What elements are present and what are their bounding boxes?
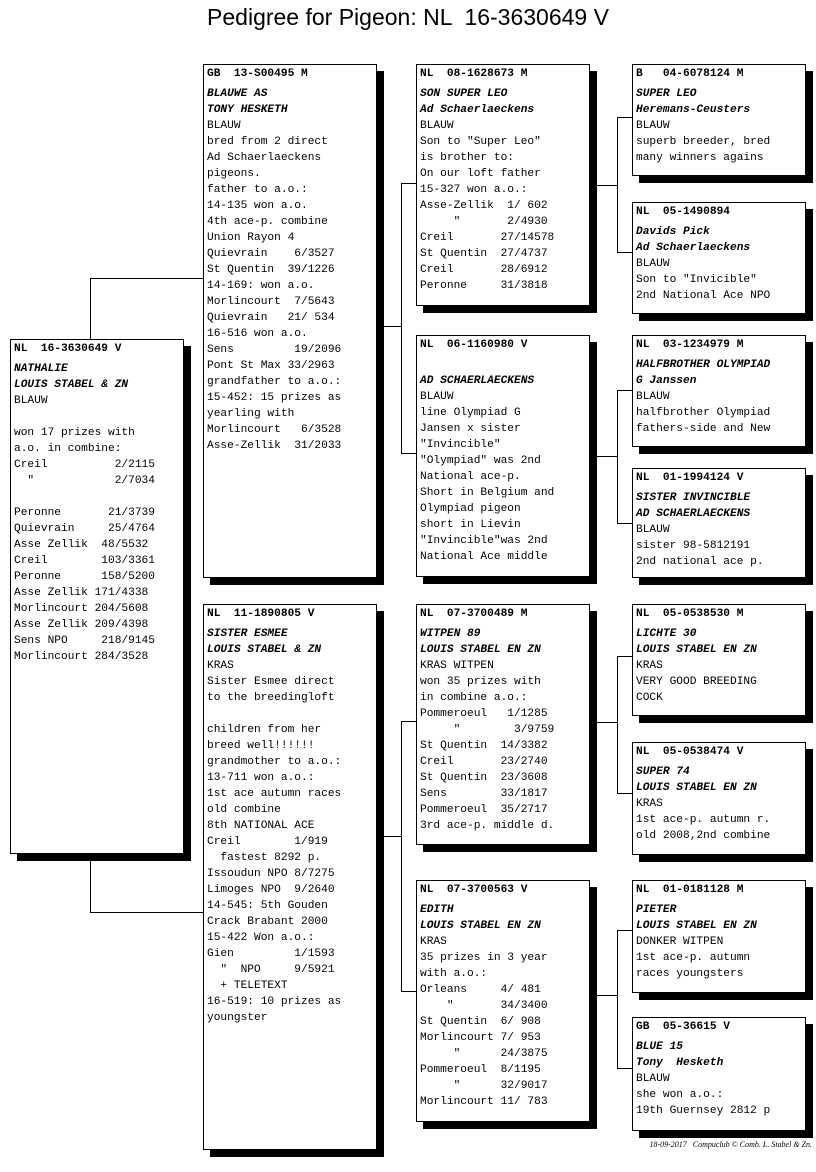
pigeon-owner: LOUIS STABEL EN ZN — [636, 644, 757, 656]
connector-line — [597, 456, 617, 457]
pigeon-owner: AD SCHAERLAECKENS — [420, 375, 535, 387]
pigeon-info-line: won 35 prizes with — [420, 676, 541, 688]
connector-line — [597, 995, 617, 996]
pigeon-info-line: "Invincible" — [420, 439, 501, 451]
pigeon-owner: LOUIS STABEL EN ZN — [636, 782, 757, 794]
pigeon-info-line: St Quentin 6/ 908 — [420, 1016, 541, 1028]
pigeon-info-line: Ad Schaerlaeckens — [207, 152, 322, 164]
pigeon-name: HALFBROTHER OLYMPIAD — [636, 359, 771, 371]
pigeon-info-line: St Quentin 14/3382 — [420, 740, 548, 752]
pigeon-info-line: superb breeder, bred — [636, 136, 771, 148]
pigeon-owner: Ad Schaerlaeckens — [420, 104, 535, 116]
pigeon-info-line: 35 prizes in 3 year — [420, 952, 548, 964]
pigeon-card-fmm — [632, 468, 806, 578]
pigeon-ring-number: NL 05-0538474 V — [636, 746, 744, 758]
connector-line — [617, 930, 632, 931]
pigeon-info-line: " 32/9017 — [420, 1080, 548, 1092]
pigeon-info-line: Sens 33/1817 — [420, 788, 548, 800]
pigeon-info-line: breed well!!!!!! — [207, 740, 315, 752]
pigeon-info-line: DONKER WITPEN — [636, 936, 724, 948]
pigeon-info-line: 15-452: 15 prizes as — [207, 392, 342, 404]
pigeon-card-fff — [632, 64, 806, 176]
pigeon-owner: LOUIS STABEL EN ZN — [420, 644, 541, 656]
pigeon-card-mfm — [632, 742, 806, 855]
pigeon-info-line: Son to "Super Leo" — [420, 136, 541, 148]
pigeon-card-subject — [10, 339, 184, 854]
pigeon-info-line: Creil 2/2115 — [14, 459, 155, 471]
pigeon-info-line: On our loft father — [420, 168, 541, 180]
footer-copyright: Compuclub © Comb. L. Stabel & Zn. — [692, 1140, 812, 1149]
pigeon-info-line: Issoudun NPO 8/7275 — [207, 868, 335, 880]
pigeon-name: LICHTE 30 — [636, 628, 697, 640]
pigeon-info-line: is brother to: — [420, 152, 514, 164]
pigeon-info-line: Orleans 4/ 481 — [420, 984, 541, 996]
pigeon-name: SUPER 74 — [636, 766, 690, 778]
pigeon-info-line: St Quentin 39/1226 — [207, 264, 335, 276]
pigeon-info-line: Morlincourt 284/3528 — [14, 651, 149, 663]
pigeon-name: NATHALIE — [14, 363, 68, 375]
pigeon-info-line: Sister Esmee direct — [207, 676, 335, 688]
pigeon-info-line: 14-169: won a.o. — [207, 280, 315, 292]
pigeon-info-line: Gien 1/1593 — [207, 948, 335, 960]
pigeon-info-line: 1st ace-p. autumn — [636, 952, 751, 964]
pigeon-ring-number: NL 01-0181128 M — [636, 884, 744, 896]
pigeon-info-line: Creil 28/6912 — [420, 264, 548, 276]
pigeon-info-line: 14-545: 5th Gouden — [207, 900, 328, 912]
connector-line — [617, 793, 632, 794]
pigeon-info-line: Quievrain 21/ 534 — [207, 312, 335, 324]
pigeon-info-line: KRAS WITPEN — [420, 660, 494, 672]
connector-line — [597, 185, 617, 186]
pigeon-name: BLUE 15 — [636, 1041, 683, 1053]
pigeon-info-line: BLAUW — [636, 258, 670, 270]
connector-line — [617, 1068, 632, 1069]
pigeon-info-line: Asse-Zellik 1/ 602 — [420, 200, 548, 212]
pigeon-info-line: in combine a.o.: — [420, 692, 528, 704]
pigeon-info-line: + TELETEXT — [207, 980, 288, 992]
pigeon-info-line: 4th ace-p. combine — [207, 216, 328, 228]
connector-line — [401, 183, 417, 184]
pigeon-card-fm — [416, 335, 590, 577]
pigeon-owner: Tony Hesketh — [636, 1057, 724, 1069]
pigeon-info-line: Pommeroeul 8/1195 — [420, 1064, 541, 1076]
connector-line — [617, 390, 618, 523]
pigeon-info-line: KRAS — [207, 660, 234, 672]
pigeon-info-line: Morlincourt 204/5608 — [14, 603, 149, 615]
pigeon-info-line: races youngsters — [636, 968, 744, 980]
pigeon-info-line: Sens 19/2096 — [207, 344, 342, 356]
pigeon-name: WITPEN 89 — [420, 628, 481, 640]
connector-line — [401, 183, 402, 453]
pigeon-info-line: 16-516 won a.o. — [207, 328, 308, 340]
pigeon-owner: Ad Schaerlaeckens — [636, 242, 751, 254]
pigeon-info-line: Creil 1/919 — [207, 836, 328, 848]
pigeon-info-line: fathers-side and New — [636, 423, 771, 435]
pigeon-info-line: Asse-Zellik 31/2033 — [207, 440, 342, 452]
pigeon-info-line: BLAUW — [636, 391, 670, 403]
pigeon-info-line: BLAUW — [420, 391, 454, 403]
pigeon-info-line: old 2008,2nd combine — [636, 830, 771, 842]
pigeon-info-line: BLAUW — [420, 120, 454, 132]
pigeon-info-line: Asse Zellik 209/4398 — [14, 619, 149, 631]
pigeon-info-line: " 24/3875 — [420, 1048, 548, 1060]
pigeon-info-line: with a.o.: — [420, 968, 488, 980]
pigeon-card-mmf — [632, 880, 806, 993]
pigeon-info-line: 15-327 won a.o.: — [420, 184, 528, 196]
pigeon-card-ffm — [632, 202, 806, 314]
pigeon-info-line: Asse Zellik 171/4338 — [14, 587, 149, 599]
pigeon-ring-number: GB 05-36615 V — [636, 1021, 730, 1033]
pigeon-name: PIETER — [636, 904, 677, 916]
pigeon-info-line: " 2/4930 — [420, 216, 548, 228]
pigeon-info-line: Peronne 21/3739 — [14, 507, 155, 519]
pigeon-info-line: BLAUW — [636, 120, 670, 132]
pigeon-info-line: KRAS — [636, 660, 663, 672]
pigeon-info-line: father to a.o.: — [207, 184, 308, 196]
connector-line — [90, 860, 91, 912]
pigeon-info-line: Jansen x sister — [420, 423, 521, 435]
pigeon-info-line: Asse Zellik 48/5532 — [14, 539, 149, 551]
pigeon-info-line: a.o. in combine: — [14, 443, 122, 455]
connector-line — [617, 656, 632, 657]
pigeon-info-line: Peronne 158/5200 — [14, 571, 155, 583]
pigeon-info-line: 2nd National Ace NPO — [636, 290, 771, 302]
pigeon-info-line: VERY GOOD BREEDING — [636, 676, 757, 688]
pigeon-info-line: BLAUW — [636, 524, 670, 536]
connector-line — [401, 721, 402, 991]
pigeon-info-line: Peronne 31/3818 — [420, 280, 548, 292]
pigeon-info-line: "Invincible"was 2nd — [420, 535, 548, 547]
pigeon-info-line: Pommeroeul 1/1285 — [420, 708, 548, 720]
pigeon-info-line: 2nd national ace p. — [636, 556, 764, 568]
pigeon-info-line: COCK — [636, 692, 663, 704]
pigeon-info-line: BLAUW — [207, 120, 241, 132]
pigeon-info-line: St Quentin 27/4737 — [420, 248, 548, 260]
pigeon-owner: AD SCHAERLAECKENS — [636, 508, 751, 520]
pigeon-info-line: Olympiad pigeon — [420, 503, 521, 515]
pigeon-info-line: 14-135 won a.o. — [207, 200, 308, 212]
pigeon-ring-number: NL 05-0538530 M — [636, 608, 744, 620]
page-title: Pedigree for Pigeon: NL 16-3630649 V — [207, 4, 609, 30]
pigeon-info-line: National ace-p. — [420, 471, 521, 483]
pigeon-info-line: children from her — [207, 724, 322, 736]
pigeon-info-line: Morlincourt 7/ 953 — [420, 1032, 541, 1044]
pigeon-info-line: " 34/3400 — [420, 1000, 548, 1012]
connector-line — [401, 991, 417, 992]
pigeon-info-line: grandmother to a.o.: — [207, 756, 342, 768]
connector-line — [617, 523, 632, 524]
pigeon-ring-number: NL 06-1160980 V — [420, 339, 528, 351]
pigeon-info-line: Morlincourt 11/ 783 — [420, 1096, 548, 1108]
footer-date: 18-09-2017 — [649, 1140, 687, 1149]
pigeon-name: SUPER LEO — [636, 88, 697, 100]
pigeon-info-line: sister 98-5812191 — [636, 540, 751, 552]
pigeon-info-line: short in Lievin — [420, 519, 521, 531]
pigeon-owner: LOUIS STABEL & ZN — [14, 379, 129, 391]
pigeon-owner: LOUIS STABEL EN ZN — [420, 920, 541, 932]
pigeon-owner: LOUIS STABEL & ZN — [207, 644, 322, 656]
pigeon-ring-number: NL 08-1628673 M — [420, 68, 528, 80]
pigeon-info-line: Quievrain 25/4764 — [14, 523, 155, 535]
pigeon-info-line: bred from 2 direct — [207, 136, 328, 148]
pigeon-info-line: Limoges NPO 9/2640 — [207, 884, 335, 896]
pigeon-info-line: Pont St Max 33/2963 — [207, 360, 335, 372]
pigeon-card-fmf — [632, 335, 806, 447]
connector-line — [617, 656, 618, 793]
connector-line — [401, 721, 417, 722]
pigeon-card-mother — [203, 604, 377, 1150]
pigeon-owner: TONY HESKETH — [207, 104, 288, 116]
pigeon-info-line: "Olympiad" was 2nd — [420, 455, 541, 467]
pigeon-info-line: Pommeroeul 35/2717 — [420, 804, 548, 816]
pigeon-owner: LOUIS STABEL EN ZN — [636, 920, 757, 932]
pigeon-info-line: Morlincourt 6/3528 — [207, 424, 342, 436]
pigeon-info-line: Creil 103/3361 — [14, 555, 155, 567]
pigeon-info-line: Morlincourt 7/5643 — [207, 296, 335, 308]
pigeon-ring-number: NL 07-3700489 M — [420, 608, 528, 620]
pigeon-info-line: 1st ace autumn races — [207, 788, 342, 800]
connector-line — [617, 390, 632, 391]
pigeon-info-line: Son to "Invicible" — [636, 274, 757, 286]
pigeon-name: SISTER ESMEE — [207, 628, 288, 640]
pigeon-info-line: Crack Brabant 2000 — [207, 916, 328, 928]
pigeon-name: BLAUWE AS — [207, 88, 268, 100]
pigeon-info-line: fastest 8292 p. — [207, 852, 322, 864]
connector-line — [617, 117, 632, 118]
pigeon-info-line: 16-519: 10 prizes as — [207, 996, 342, 1008]
pigeon-info-line: Creil 23/2740 — [420, 756, 548, 768]
pigeon-ring-number: NL 07-3700563 V — [420, 884, 528, 896]
pigeon-info-line: KRAS — [420, 936, 447, 948]
pigeon-ring-number: GB 13-S00495 M — [207, 68, 308, 80]
pigeon-card-mm — [416, 880, 590, 1122]
pigeon-name — [420, 357, 586, 373]
footer — [649, 1140, 812, 1149]
pigeon-info-line: she won a.o.: — [636, 1089, 724, 1101]
pigeon-info-line: yearling with — [207, 408, 295, 420]
pigeon-info-line: BLAUW — [636, 1073, 670, 1085]
pigeon-card-ff — [416, 64, 590, 306]
pigeon-info-line: pigeons. — [207, 168, 261, 180]
pigeon-info-line: many winners agains — [636, 152, 764, 164]
pigeon-info-line: " 3/9759 — [420, 724, 555, 736]
pigeon-name: Davids Pick — [636, 226, 710, 238]
pigeon-info-line: 13-711 won a.o.: — [207, 772, 315, 784]
pigeon-ring-number: NL 11-1890805 V — [207, 608, 315, 620]
pigeon-info-line: Sens NPO 218/9145 — [14, 635, 155, 647]
pigeon-info-line: won 17 prizes with — [14, 427, 135, 439]
pigeon-ring-number: NL 05-1490894 — [636, 206, 730, 218]
pigeon-info-line: line Olympiad G — [420, 407, 521, 419]
pigeon-card-father — [203, 64, 377, 578]
pigeon-ring-number: NL 01-1994124 V — [636, 472, 744, 484]
pigeon-info-line: " 2/7034 — [14, 475, 155, 487]
pigeon-name: SON SUPER LEO — [420, 88, 508, 100]
pigeon-info-line: halfbrother Olympiad — [636, 407, 771, 419]
pigeon-name: EDITH — [420, 904, 454, 916]
connector-line — [617, 252, 632, 253]
pigeon-info-line: 8th NATIONAL ACE — [207, 820, 315, 832]
pigeon-info-line: " NPO 9/5921 — [207, 964, 335, 976]
pigeon-ring-number: NL 16-3630649 V — [14, 343, 122, 355]
pigeon-info-line: Creil 27/14578 — [420, 232, 555, 244]
connector-line — [384, 836, 401, 837]
pigeon-info-line: 3rd ace-p. middle d. — [420, 820, 555, 832]
pigeon-info-line: Short in Belgium and — [420, 487, 555, 499]
connector-line — [90, 278, 91, 340]
pigeon-ring-number: NL 03-1234979 M — [636, 339, 744, 351]
connector-line — [401, 453, 417, 454]
connector-line — [597, 722, 617, 723]
pigeon-card-mf — [416, 604, 590, 845]
pigeon-info-line: KRAS — [636, 798, 663, 810]
connector-line — [90, 278, 204, 279]
connector-line — [617, 930, 618, 1068]
pigeon-info-line: Union Rayon 4 — [207, 232, 295, 244]
pigeon-info-line: old combine — [207, 804, 281, 816]
pigeon-card-mmm — [632, 1017, 806, 1131]
pigeon-owner: Heremans-Ceusters — [636, 104, 751, 116]
connector-line — [384, 326, 401, 327]
pigeon-info-line: 15-422 Won a.o.: — [207, 932, 315, 944]
pigeon-info-line: St Quentin 23/3608 — [420, 772, 548, 784]
pigeon-info-line: 19th Guernsey 2812 p — [636, 1105, 771, 1117]
connector-line — [617, 117, 618, 252]
pigeon-name: SISTER INVINCIBLE — [636, 492, 751, 504]
pigeon-ring-number: B 04-6078124 M — [636, 68, 744, 80]
pigeon-info-line — [207, 706, 373, 722]
pigeon-info-line — [14, 489, 180, 505]
pigeon-owner: G Janssen — [636, 375, 697, 387]
pigeon-info-line: 1st ace-p. autumn r. — [636, 814, 771, 826]
pigeon-info-line: to the breedingloft — [207, 692, 335, 704]
connector-line — [90, 912, 204, 913]
pigeon-info-line: National Ace middle — [420, 551, 548, 563]
pigeon-info-line — [14, 409, 180, 425]
pigeon-card-mff — [632, 604, 806, 716]
pigeon-info-line: youngster — [207, 1012, 268, 1024]
pigeon-info-line: grandfather to a.o.: — [207, 376, 342, 388]
pigeon-info-line: BLAUW — [14, 395, 48, 407]
pigeon-info-line: Quievrain 6/3527 — [207, 248, 335, 260]
